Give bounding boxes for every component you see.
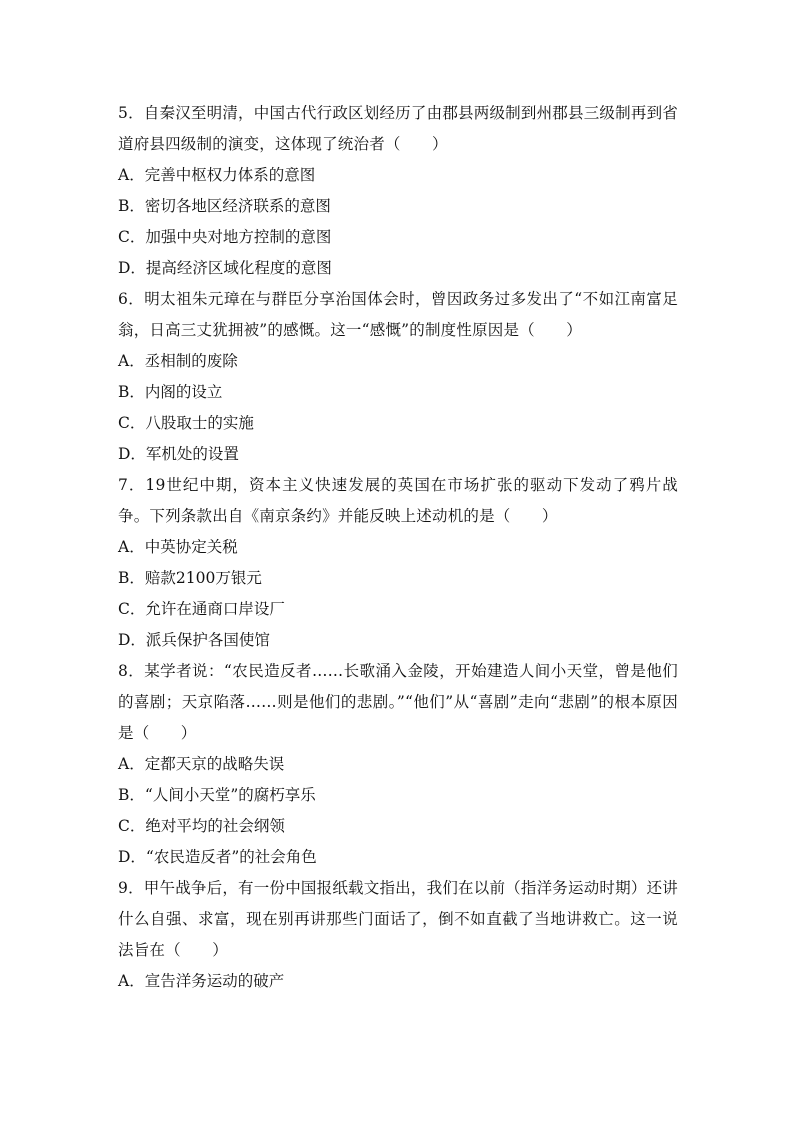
question-stem: 9．甲午战争后，有一份中国报纸载文指出，我们在以前（指洋务运动时期）还讲什么自强、求富，现在别再讲那些门面话了，倒不如直截了当地讲救亡。这一说法旨在（ ） bbox=[118, 879, 678, 959]
option-a: A．定都天京的战略失误 bbox=[118, 755, 285, 773]
question-stem: 5．自秦汉至明清，中国古代行政区划经历了由郡县两级制到州郡县三级制再到省道府县四级制的演变，这体现了统治者（ ） bbox=[118, 104, 678, 153]
question-9 bbox=[118, 873, 678, 997]
option-c: C．绝对平均的社会纲领 bbox=[118, 817, 285, 835]
option-b: B．赔款2100万银元 bbox=[118, 569, 262, 587]
exam-page bbox=[118, 98, 678, 997]
question-7 bbox=[118, 470, 678, 656]
option-c: C．八股取士的实施 bbox=[118, 414, 254, 432]
option-d: D．派兵保护各国使馆 bbox=[118, 631, 270, 649]
option-a: A．中英协定关税 bbox=[118, 538, 238, 556]
question-6 bbox=[118, 284, 678, 470]
option-a: A．宣告洋务运动的破产 bbox=[118, 972, 285, 990]
question-5 bbox=[118, 98, 678, 284]
option-b: B．内阁的设立 bbox=[118, 383, 223, 401]
question-stem: 6．明太祖朱元璋在与群臣分享治国体会时，曾因政务过多发出了“不如江南富足翁，日高三丈犹拥被”的感慨。这一“感慨”的制度性原因是（ ） bbox=[118, 290, 678, 339]
option-a: A．丞相制的废除 bbox=[118, 352, 238, 370]
option-c: C．加强中央对地方控制的意图 bbox=[118, 228, 332, 246]
option-d: D．提高经济区域化程度的意图 bbox=[118, 259, 332, 277]
option-d: D．“农民造反者”的社会角色 bbox=[118, 848, 317, 866]
option-a: A．完善中枢权力体系的意图 bbox=[118, 166, 316, 184]
question-stem: 7．19世纪中期，资本主义快速发展的英国在市场扩张的驱动下发动了鸦片战争。下列条款出自《南京条约》并能反映上述动机的是（ ） bbox=[118, 476, 678, 525]
question-stem: 8．某学者说：“农民造反者……长歌涌入金陵，开始建造人间小天堂，曾是他们的喜剧；天京陷落……则是他们的悲剧。”“他们”从“喜剧”走向“悲剧”的根本原因是（ ） bbox=[118, 662, 678, 742]
question-8 bbox=[118, 656, 678, 873]
option-d: D．军机处的设置 bbox=[118, 445, 239, 463]
option-b: B．“人间小天堂”的腐朽享乐 bbox=[118, 786, 316, 804]
option-b: B．密切各地区经济联系的意图 bbox=[118, 197, 331, 215]
option-c: C．允许在通商口岸设厂 bbox=[118, 600, 285, 618]
